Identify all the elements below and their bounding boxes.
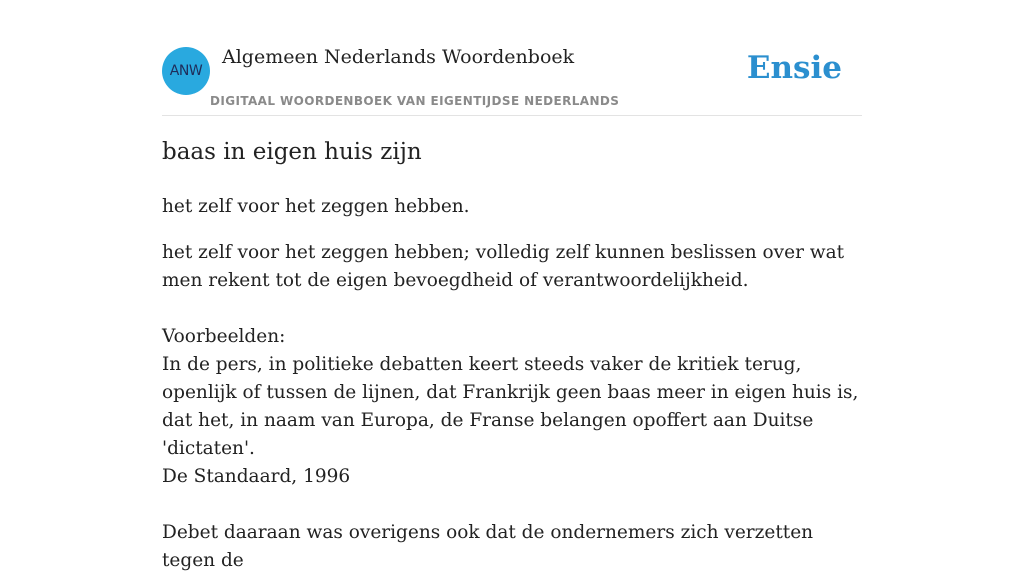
spacer [162,295,862,323]
full-definition: het zelf voor het zeggen hebben; volledig zelf kunnen beslissen over wat men rekent tot de eigen bevoegdheid of verantwoordelijkheid. [162,242,845,291]
examples-heading: Voorbeelden: [162,326,286,347]
site-title[interactable]: Algemeen Nederlands Woordenboek [222,46,575,68]
short-definition: het zelf voor het zeggen hebben. [162,196,470,217]
example-text: In de pers, in politieke debatten keert steeds vaker de kritiek terug, openlijk of tussen de lijnen, dat Frankrijk geen baas meer in eigen huis is, dat het, in naam van Europa, de Franse belangen opoffert aan Duitse 'dictaten'. [162,354,859,459]
anw-logo[interactable] [162,47,210,95]
ensie-brand-link[interactable]: Ensie [746,50,842,86]
logo-text: ANW [169,63,203,79]
entry-body [162,239,862,575]
site-header [162,0,862,116]
spacer [162,491,862,519]
page-container [162,0,862,571]
example-source: De Standaard, 1996 [162,466,351,487]
entry-headword: baas in eigen huis zijn [162,139,422,165]
example-text: Debet daaraan was overigens ook dat de ondernemers zich verzetten tegen de [162,522,814,571]
site-subtitle: DIGITAAL WOORDENBOEK VAN EIGENTIJDSE NEDERLANDS [210,94,620,108]
